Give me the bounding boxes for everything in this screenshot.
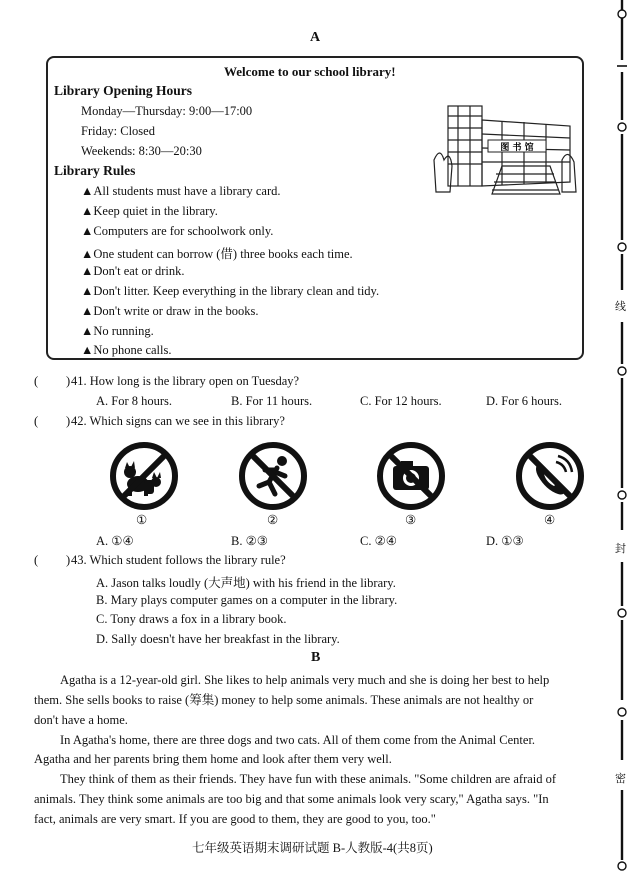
rule-item: ▲One student can borrow (借) three books each time. bbox=[81, 247, 353, 261]
no-running-sign bbox=[237, 440, 309, 512]
margin-mark-line: 线 bbox=[615, 301, 626, 313]
page-footer: 七年级英语期末调研试题 B-人教版-4(共8页) bbox=[192, 841, 433, 855]
q43-paren-open: ( bbox=[34, 553, 39, 567]
rule-item: ▲All students must have a library card. bbox=[81, 184, 281, 198]
no-pets-sign bbox=[108, 440, 180, 512]
sign-label-2: ② bbox=[267, 513, 279, 527]
library-notice-box bbox=[46, 56, 584, 360]
q41-option-d[interactable]: D. For 6 hours. bbox=[486, 394, 563, 408]
sign-label-4: ④ bbox=[544, 513, 556, 527]
q42-paren-open: ( bbox=[34, 414, 39, 428]
passage-line: They think of them as their friends. They have fun with these animals. "Some children are afraid of bbox=[60, 772, 557, 786]
rule-item: ▲Don't write or draw in the books. bbox=[81, 304, 259, 318]
q43-option-c[interactable]: C. Tony draws a fox in a library book. bbox=[96, 612, 287, 626]
q41-stem: 41. How long is the library open on Tuesday? bbox=[71, 374, 300, 388]
q42-option-b[interactable]: B. ②③ bbox=[231, 534, 268, 548]
passage-line: Agatha and her parents bring them home and look after them very well. bbox=[34, 752, 392, 766]
hours-weekend: Weekends: 8:30—20:30 bbox=[81, 144, 202, 158]
q43-option-a[interactable]: A. Jason talks loudly (大声地) with his friend in the library. bbox=[96, 576, 396, 590]
no-photography-sign bbox=[375, 440, 447, 512]
passage-line: Agatha is a 12-year-old girl. She likes to help animals very much and she is doing her best to help bbox=[60, 673, 550, 687]
margin-mark-seal: 封 bbox=[615, 543, 626, 555]
building-sign-text: 图 书 馆 bbox=[500, 143, 534, 153]
hours-friday: Friday: Closed bbox=[81, 124, 155, 138]
q41-option-a[interactable]: A. For 8 hours. bbox=[96, 394, 173, 408]
passage-line: animals. They think some animals are too big and that some animals look very scary," Agatha says. "In bbox=[34, 792, 549, 806]
passage-line: them. She sells books to raise (筹集) money to help some animals. These animals are not healthy or bbox=[34, 693, 534, 707]
rule-item: ▲Computers are for schoolwork only. bbox=[81, 224, 274, 238]
hours-weekday: Monday—Thursday: 9:00—17:00 bbox=[81, 104, 253, 118]
q43-option-d[interactable]: D. Sally doesn't have her breakfast in the library. bbox=[96, 632, 340, 646]
q43-option-b[interactable]: B. Mary plays computer games on a computer in the library. bbox=[96, 593, 398, 607]
binding-margin-line bbox=[608, 0, 644, 891]
notice-title: Welcome to our school library! bbox=[224, 64, 396, 79]
section-b-heading: B bbox=[311, 650, 321, 665]
q42-stem: 42. Which signs can we see in this library? bbox=[71, 414, 285, 428]
q41-option-c[interactable]: C. For 12 hours. bbox=[360, 394, 442, 408]
q42-option-a[interactable]: A. ①④ bbox=[96, 534, 134, 548]
rule-item: ▲Don't eat or drink. bbox=[81, 264, 185, 278]
sign-label-3: ③ bbox=[405, 513, 417, 527]
rule-item: ▲No phone calls. bbox=[81, 343, 172, 357]
opening-hours-heading: Library Opening Hours bbox=[54, 83, 193, 98]
rules-heading: Library Rules bbox=[54, 163, 136, 178]
sign-label-1: ① bbox=[136, 513, 148, 527]
q41-paren-close: ) bbox=[66, 374, 71, 388]
passage-line: don't have a home. bbox=[34, 713, 128, 727]
passage-line: fact, animals are very smart. If you are good to them, they are good to you, too." bbox=[34, 812, 436, 826]
q42-option-c[interactable]: C. ②④ bbox=[360, 534, 397, 548]
rule-item: ▲Don't litter. Keep everything in the library clean and tidy. bbox=[81, 284, 380, 298]
rule-item: ▲Keep quiet in the library. bbox=[81, 204, 218, 218]
q42-paren-close: ) bbox=[66, 414, 71, 428]
q42-option-d[interactable]: D. ①③ bbox=[486, 534, 524, 548]
rule-item: ▲No running. bbox=[81, 324, 154, 338]
q43-paren-close: ) bbox=[66, 553, 71, 567]
q41-option-b[interactable]: B. For 11 hours. bbox=[231, 394, 313, 408]
q41-paren-open: ( bbox=[34, 374, 39, 388]
margin-mark-secret: 密 bbox=[615, 773, 626, 785]
no-phone-calls-sign bbox=[514, 440, 586, 512]
section-a-heading: A bbox=[310, 30, 321, 45]
q43-stem: 43. Which student follows the library rule? bbox=[71, 553, 286, 567]
passage-line: In Agatha's home, there are three dogs and two cats. All of them come from the Animal Center. bbox=[60, 733, 536, 747]
library-building-illustration bbox=[432, 100, 578, 196]
